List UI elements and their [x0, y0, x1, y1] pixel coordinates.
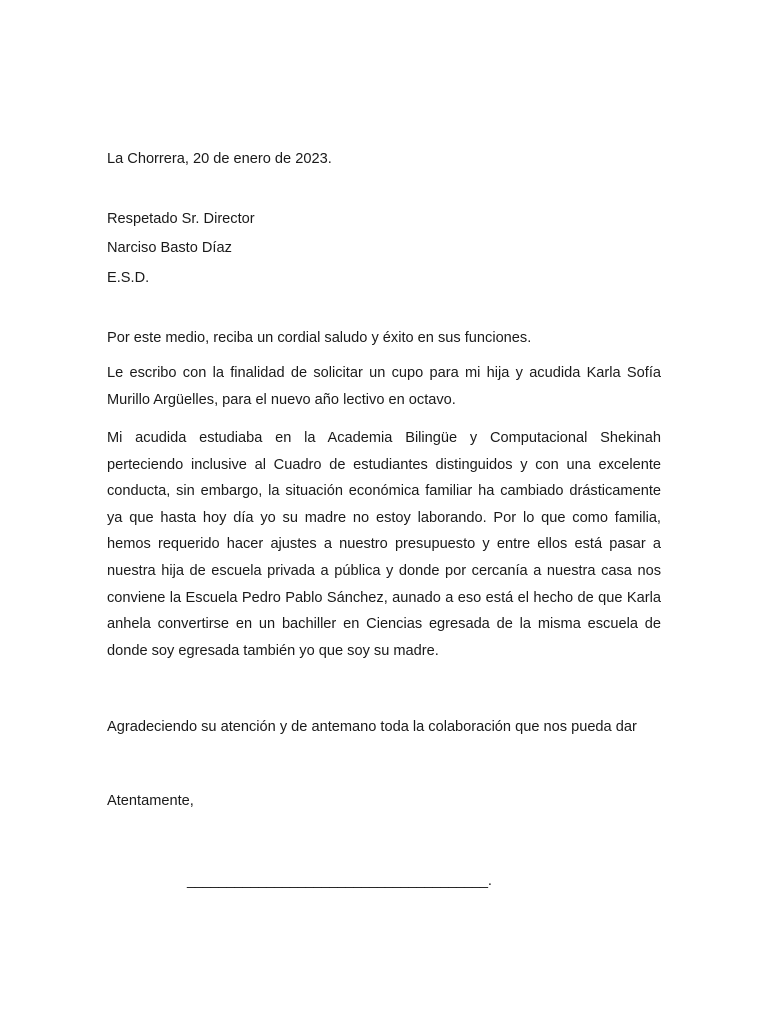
body-paragraph-request: Le escribo con la finalidad de solicitar un cupo para mi hija y acudida Karla Sofía Murillo Argüelles, para el nuevo año lectivo en octavo.	[107, 365, 661, 408]
signature-line: ______________________________________.	[187, 873, 492, 889]
greeting-paragraph: Por este medio, reciba un cordial saludo y éxito en sus funciones.	[107, 330, 532, 346]
recipient-abbreviation: E.S.D.	[107, 270, 150, 286]
sign-off: Atentamente,	[107, 793, 194, 809]
recipient-name: Narciso Basto Díaz	[107, 240, 232, 256]
recipient-salutation: Respetado Sr. Director	[107, 211, 255, 227]
body-paragraph-reasons: Mi acudida estudiaba en la Academia Bilingüe y Computacional Shekinah perteciendo inclusive al Cuadro de estudiantes distinguidos y con una excelente conducta, sin embargo, la situación económica familiar ha cambiado drásticamente ya que hasta hoy día yo su madre no estoy laborando. Por lo que como familia, hemos requerido hacer ajustes a nuestro presupuesto y entre ellos está pasar a nuestra hija de escuela privada a pública y donde por cercanía a nuestra casa nos conviene la Escuela Pedro Pablo Sánchez, aunado a eso está el hecho de que Karla anhela convertirse en un bachiller en Ciencias egresada de la misma escuela de donde soy egresada también yo que soy su madre.	[107, 430, 661, 659]
closing-thanks: Agradeciendo su atención y de antemano toda la colaboración que nos pueda dar	[107, 719, 637, 735]
date-line: La Chorrera, 20 de enero de 2023.	[107, 151, 332, 167]
